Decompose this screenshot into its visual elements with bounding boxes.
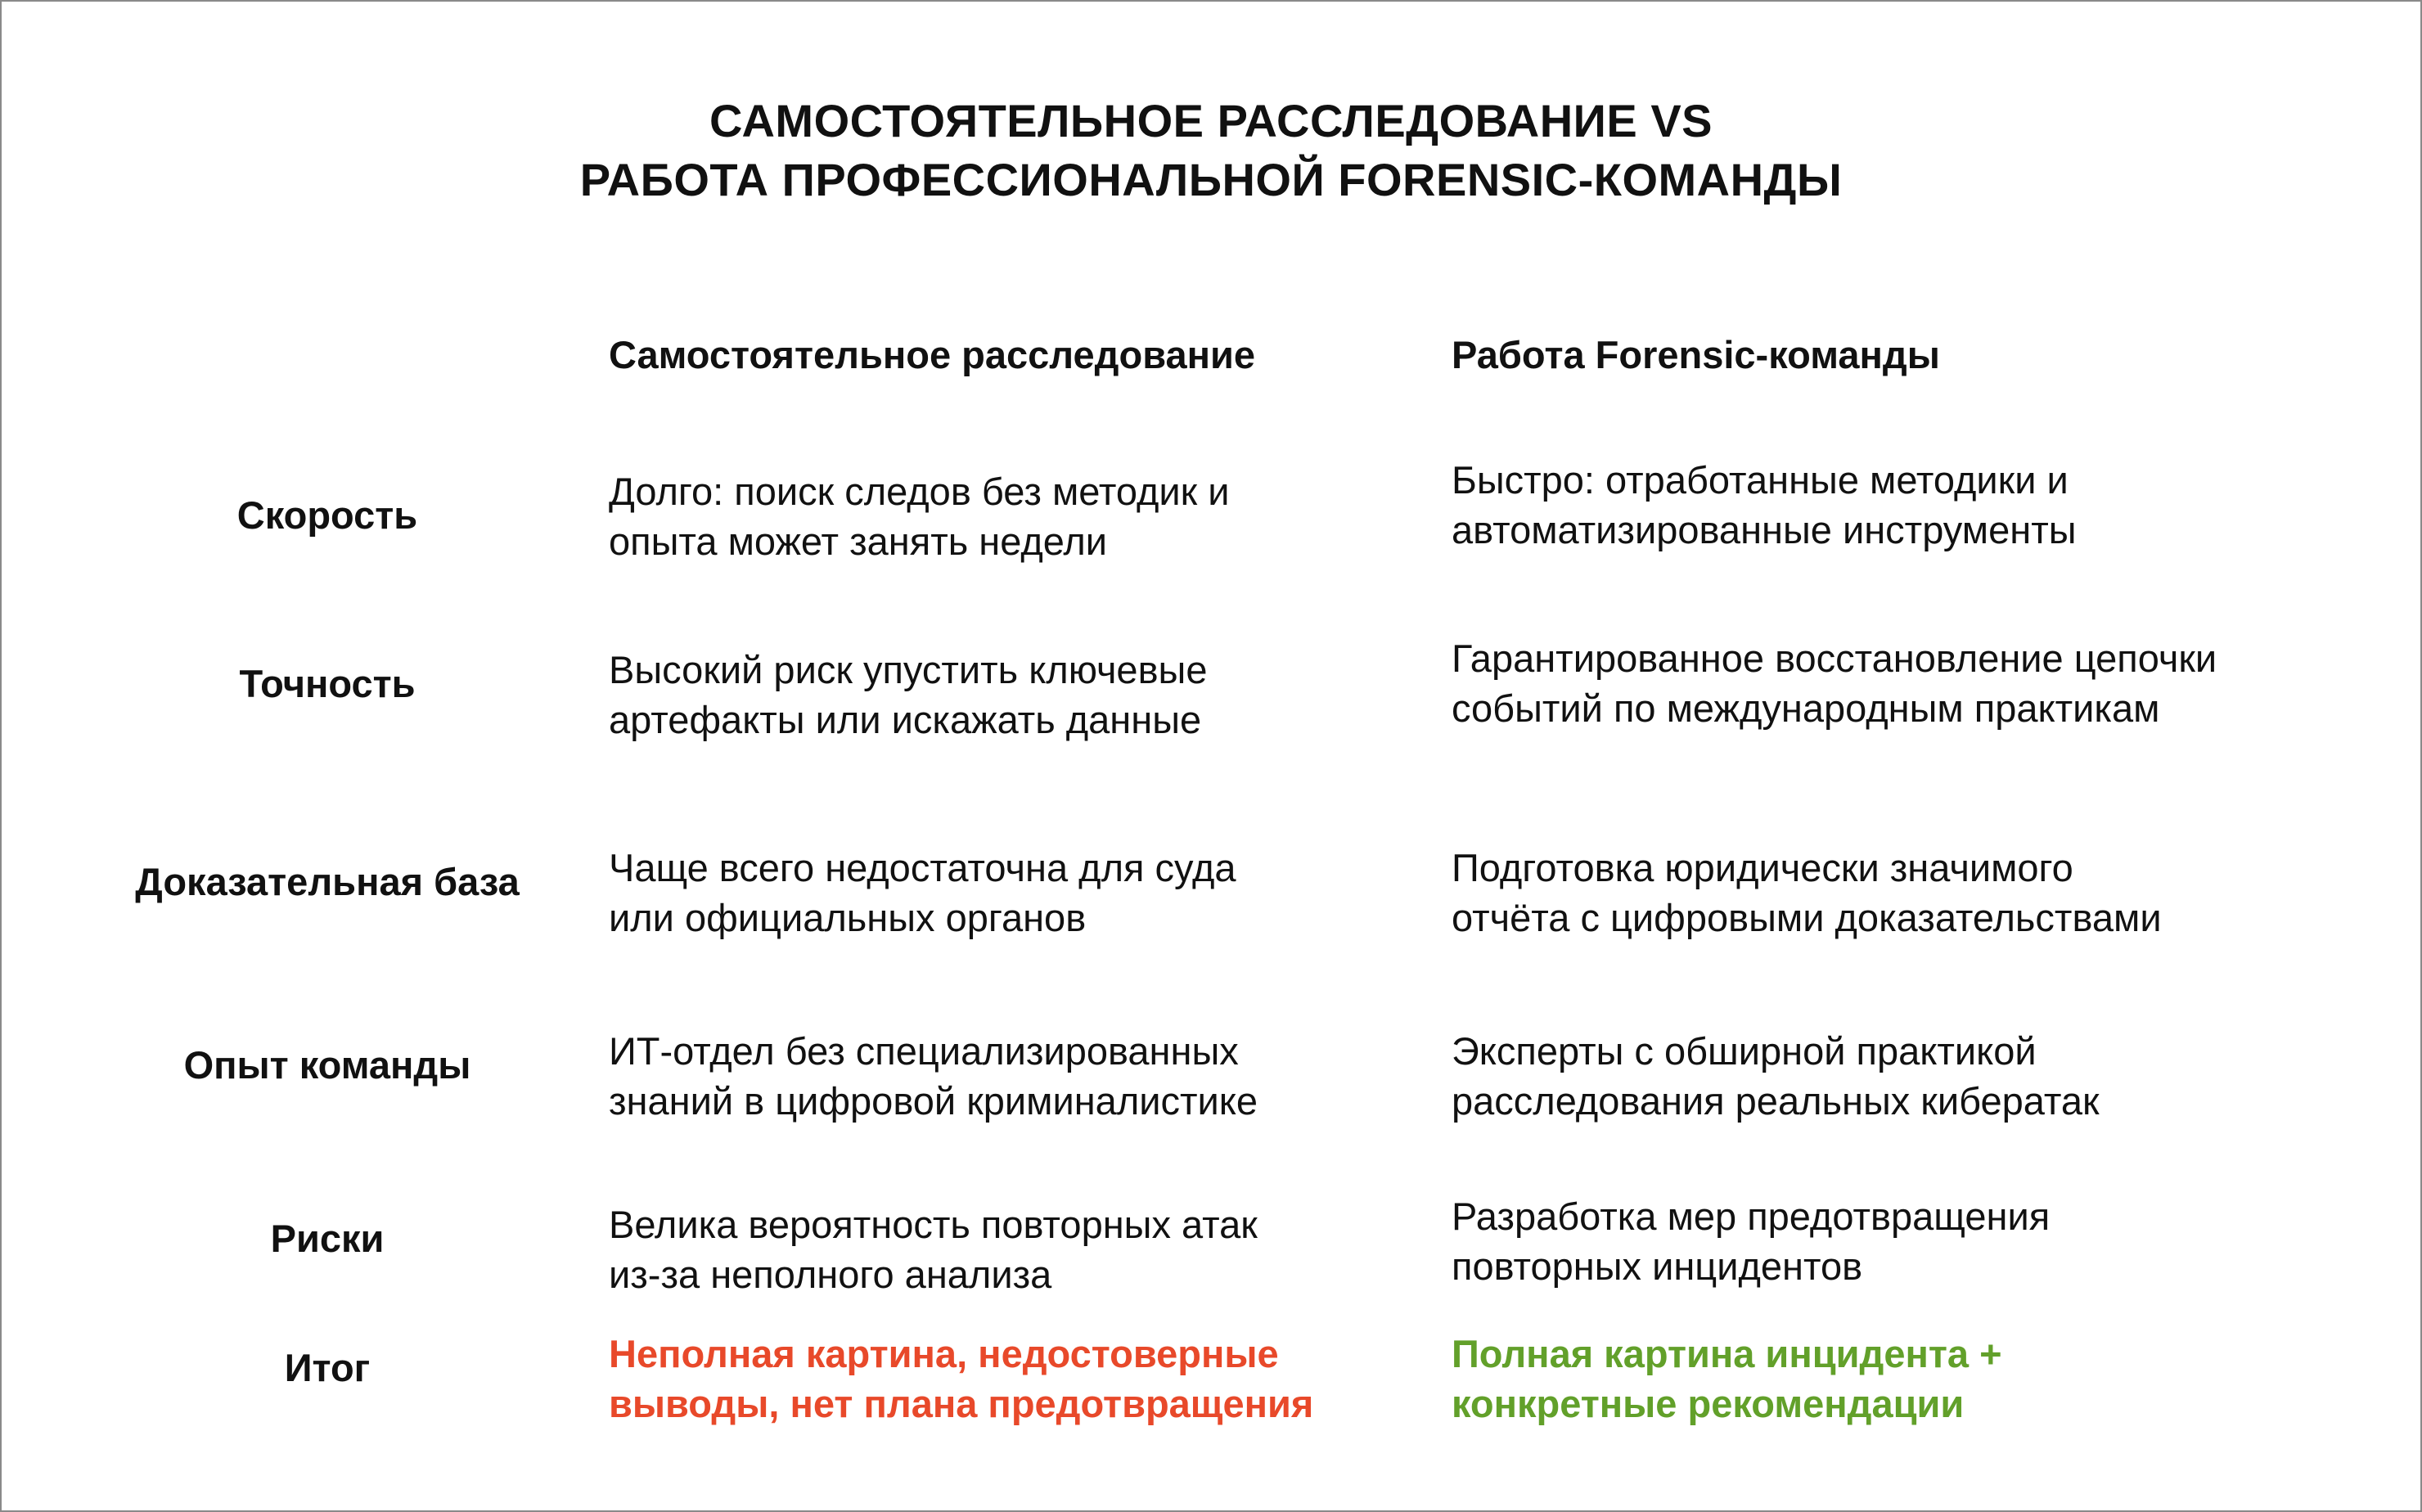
cell-evidence-self — [609, 843, 1427, 943]
row-label-risks: Риски — [270, 1217, 385, 1260]
cell-experience-self — [609, 1026, 1427, 1126]
cell-line: Неполная картина, недостоверные — [609, 1332, 1279, 1375]
cell-line: артефакты или искажать данные — [609, 698, 1202, 741]
cell-line: Разработка мер предотвращения — [1452, 1195, 2051, 1238]
cell-accuracy-self — [609, 645, 1427, 745]
row-label-experience: Опыт команды — [183, 1043, 471, 1087]
cell-evidence-forensic — [1452, 843, 2270, 943]
cell-line: конкретные рекомендации — [1452, 1382, 1965, 1425]
cell-line: или официальных органов — [609, 896, 1087, 939]
cell-line: Полная картина инцидента + — [1452, 1332, 2002, 1375]
cell-line: Высокий риск упустить ключевые — [609, 648, 1208, 691]
cell-line: из-за неполного анализа — [609, 1253, 1052, 1296]
cell-experience-forensic — [1452, 1026, 2270, 1126]
cell-risks-forensic — [1452, 1191, 2270, 1291]
cell-line: автоматизированные инструменты — [1452, 508, 2077, 551]
cell-speed-self — [609, 466, 1427, 566]
title-line-1: САМОСТОЯТЕЛЬНОЕ РАССЛЕДОВАНИЕ VS — [709, 95, 1713, 146]
cell-result-forensic — [1452, 1329, 2270, 1429]
page-title — [0, 92, 2422, 209]
row-label-accuracy: Точность — [239, 662, 416, 705]
cell-risks-self — [609, 1199, 1427, 1299]
cell-line: ИТ-отдел без специализированных — [609, 1029, 1239, 1073]
row-label-speed: Скорость — [236, 493, 418, 537]
cell-line: Эксперты с обширной практикой — [1452, 1029, 2037, 1073]
cell-line: выводы, нет плана предотвращения — [609, 1382, 1314, 1425]
row-label-result: Итог — [284, 1346, 371, 1389]
cell-line: Гарантированное восстановление цепочки — [1452, 637, 2217, 680]
title-line-2: РАБОТА ПРОФЕССИОНАЛЬНОЙ FORENSIC-КОМАНДЫ — [579, 154, 1843, 205]
column-header-self: Самостоятельное расследование — [609, 333, 1256, 376]
cell-accuracy-forensic — [1452, 633, 2270, 733]
cell-line: Быстро: отработанные методики и — [1452, 458, 2069, 502]
cell-line: Велика вероятность повторных атак — [609, 1203, 1258, 1246]
row-label-evidence: Доказательная база — [135, 860, 520, 903]
cell-speed-forensic — [1452, 455, 2270, 555]
cell-line: Долго: поиск следов без методик и — [609, 470, 1230, 513]
column-header-forensic: Работа Forensic-команды — [1452, 333, 1940, 376]
cell-line: Чаще всего недостаточна для суда — [609, 846, 1236, 889]
cell-line: опыта может занять недели — [609, 520, 1108, 563]
cell-line: расследования реальных кибератак — [1452, 1079, 2100, 1123]
cell-line: событий по международным практикам — [1452, 686, 2160, 730]
cell-line: отчёта с цифровыми доказательствами — [1452, 896, 2162, 939]
cell-line: повторных инцидентов — [1452, 1244, 1863, 1288]
cell-line: знаний в цифровой криминалистике — [609, 1079, 1258, 1123]
cell-result-self — [609, 1329, 1427, 1429]
cell-line: Подготовка юридически значимого — [1452, 846, 2073, 889]
